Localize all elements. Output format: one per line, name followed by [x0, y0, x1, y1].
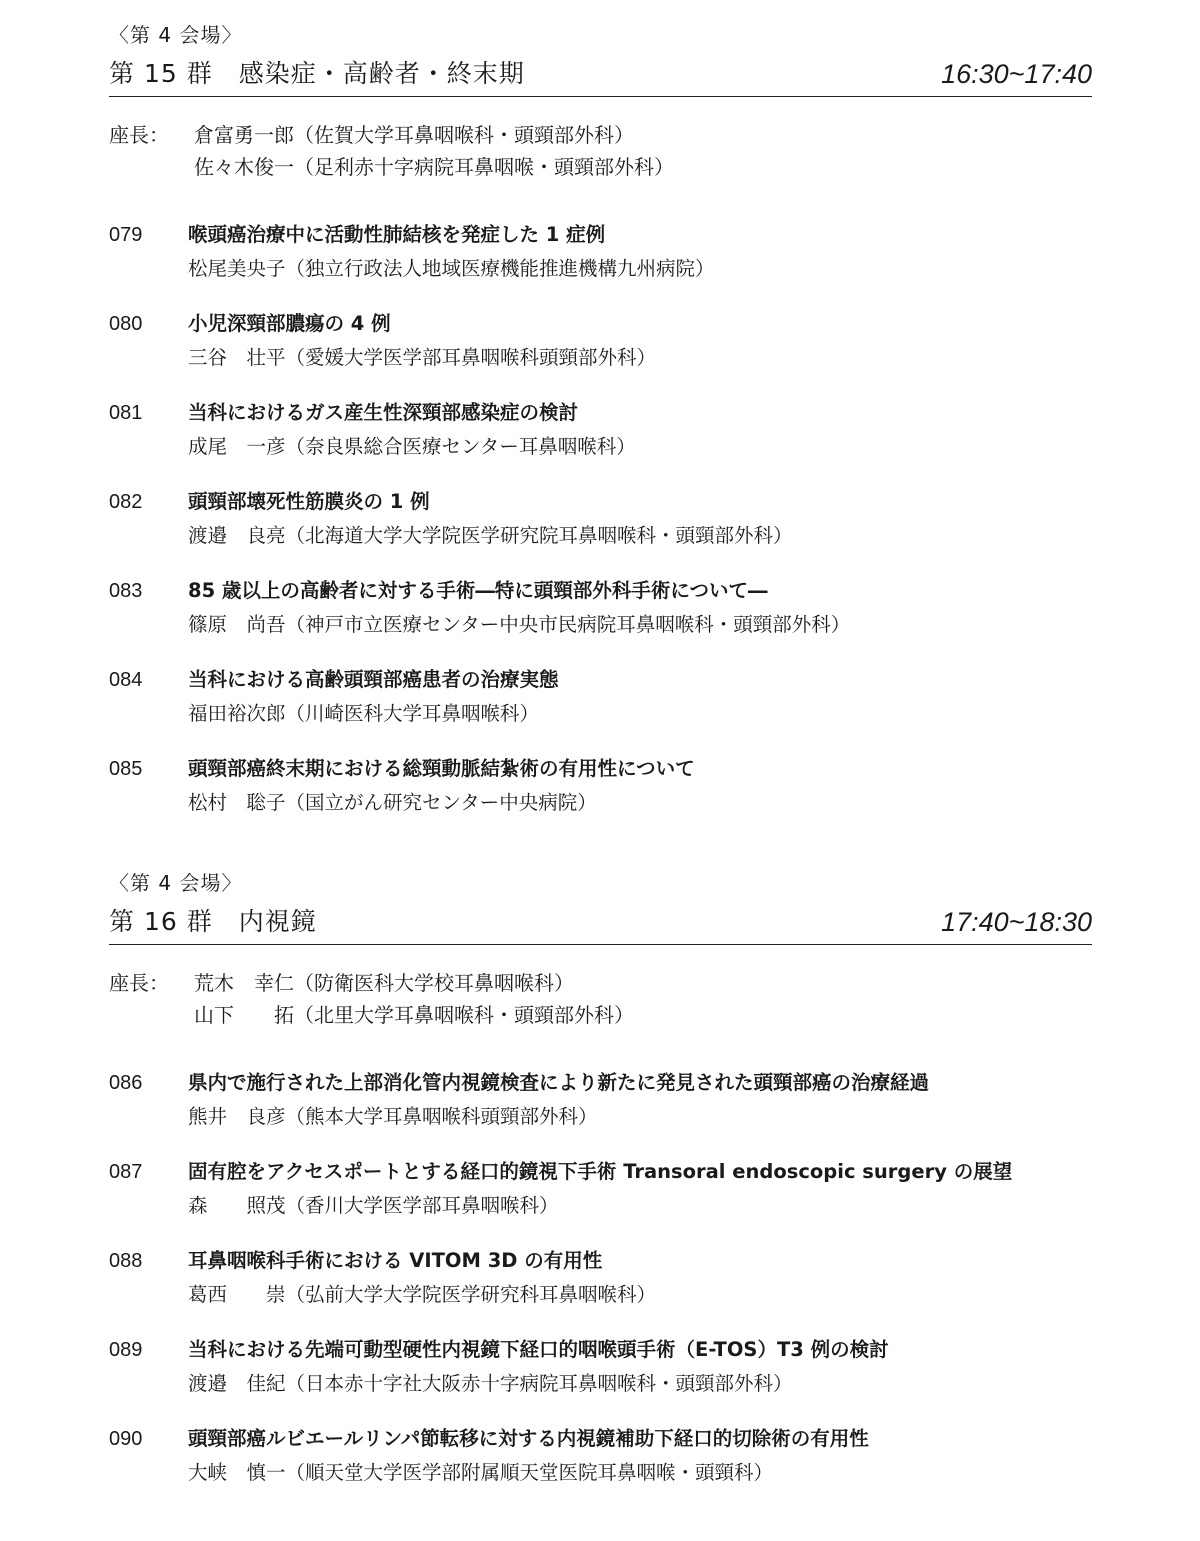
session-time: 16:30~17:40: [941, 59, 1092, 89]
session-16: [109, 870, 1092, 1512]
talk-number: 083: [109, 580, 143, 602]
talk-speaker: 渡邉 良亮（北海道大学大学院医学研究院耳鼻咽喉科・頭頸部外科）: [188, 524, 793, 547]
talk-item: [109, 575, 1092, 664]
talk-speaker: 松村 聡子（国立がん研究センター中央病院）: [188, 791, 597, 814]
talk-speaker: 成尾 一彦（奈良県総合医療センター耳鼻咽喉科）: [188, 435, 636, 458]
talk-number: 090: [109, 1428, 143, 1450]
chair-label: 座長：: [109, 971, 169, 995]
group-title: 第 16 群 内視鏡: [109, 907, 317, 936]
venue-label: 〈第 4 会場〉: [109, 871, 243, 895]
chair-name: 佐々木俊一（足利赤十字病院耳鼻咽喉・頭頸部外科）: [194, 155, 674, 179]
talk-title: 85 歳以上の高齢者に対する手術―特に頭頸部外科手術について―: [188, 579, 768, 602]
session-15: [109, 22, 1092, 842]
talk-number: 081: [109, 402, 143, 424]
talk-item: [109, 219, 1092, 308]
talk-speaker: 熊井 良彦（熊本大学耳鼻咽喉科頭頸部外科）: [188, 1105, 598, 1128]
talk-title: 当科における先端可動型硬性内視鏡下経口的咽喉頭手術（E-TOS）T3 例の検討: [188, 1338, 889, 1361]
talk-item: [109, 486, 1092, 575]
chairs: [109, 119, 1092, 183]
talk-title: 頭頸部癌終末期における総頸動脈結紮術の有用性について: [188, 757, 695, 780]
talk-list: [109, 219, 1092, 842]
talk-number: 087: [109, 1161, 143, 1183]
talk-item: [109, 1245, 1092, 1334]
chair-label: 座長：: [109, 123, 169, 147]
session-header: [109, 56, 1092, 97]
talk-item: [109, 664, 1092, 753]
chair-name: 倉富勇一郎（佐賀大学耳鼻咽喉科・頭頸部外科）: [194, 123, 634, 147]
talk-title: 頭頸部癌ルビエールリンパ節転移に対する内視鏡補助下経口的切除術の有用性: [188, 1427, 869, 1450]
talk-list: [109, 1067, 1092, 1512]
session-header: [109, 904, 1092, 945]
talk-item: [109, 753, 1092, 842]
talk-number: 079: [109, 224, 143, 246]
venue-label: 〈第 4 会場〉: [109, 23, 243, 47]
talk-item: [109, 397, 1092, 486]
talk-item: [109, 308, 1092, 397]
talk-title: 当科におけるガス産生性深頸部感染症の検討: [188, 401, 579, 424]
talk-number: 086: [109, 1072, 143, 1094]
talk-item: [109, 1334, 1092, 1423]
talk-speaker: 渡邉 佳紀（日本赤十字社大阪赤十字病院耳鼻咽喉科・頭頸部外科）: [188, 1372, 793, 1395]
session-time: 17:40~18:30: [941, 907, 1092, 937]
talk-title: 県内で施行された上部消化管内視鏡検査により新たに発見された頭頸部癌の治療経過: [188, 1071, 930, 1094]
talk-speaker: 松尾美央子（独立行政法人地域医療機能推進機構九州病院）: [188, 257, 715, 280]
talk-title: 当科における高齢頭頸部癌患者の治療実態: [188, 668, 559, 691]
talk-title: 小児深頸部膿瘍の 4 例: [188, 312, 391, 335]
talk-speaker: 森 照茂（香川大学医学部耳鼻咽喉科）: [188, 1194, 559, 1217]
talk-item: [109, 1423, 1092, 1512]
talk-number: 080: [109, 313, 143, 335]
talk-speaker: 葛西 崇（弘前大学大学院医学研究科耳鼻咽喉科）: [188, 1283, 657, 1306]
chair-name: 荒木 幸仁（防衛医科大学校耳鼻咽喉科）: [194, 971, 574, 995]
talk-speaker: 福田裕次郎（川崎医科大学耳鼻咽喉科）: [188, 702, 540, 725]
talk-speaker: 三谷 壮平（愛媛大学医学部耳鼻咽喉科頭頸部外科）: [188, 346, 657, 369]
talk-title: 耳鼻咽喉科手術における VITOM 3D の有用性: [188, 1249, 603, 1272]
chairs: [109, 967, 1092, 1031]
group-title: 第 15 群 感染症・高齢者・終末期: [109, 59, 525, 88]
talk-title: 頭頸部壊死性筋膜炎の 1 例: [188, 490, 430, 513]
talk-speaker: 篠原 尚吾（神戸市立医療センター中央市民病院耳鼻咽喉科・頭頸部外科）: [188, 613, 851, 636]
talk-number: 089: [109, 1339, 143, 1361]
talk-number: 088: [109, 1250, 143, 1272]
talk-number: 084: [109, 669, 143, 691]
talk-item: [109, 1156, 1092, 1245]
talk-title: 固有腔をアクセスポートとする経口的鏡視下手術 Transoral endoscopic surgery の展望: [188, 1160, 1013, 1183]
chair-name: 山下 拓（北里大学耳鼻咽喉科・頭頸部外科）: [194, 1003, 634, 1027]
talk-number: 085: [109, 758, 143, 780]
talk-title: 喉頭癌治療中に活動性肺結核を発症した 1 症例: [188, 223, 606, 246]
talk-number: 082: [109, 491, 143, 513]
talk-speaker: 大峡 慎一（順天堂大学医学部附属順天堂医院耳鼻咽喉・頭頸科）: [188, 1461, 774, 1484]
talk-item: [109, 1067, 1092, 1156]
